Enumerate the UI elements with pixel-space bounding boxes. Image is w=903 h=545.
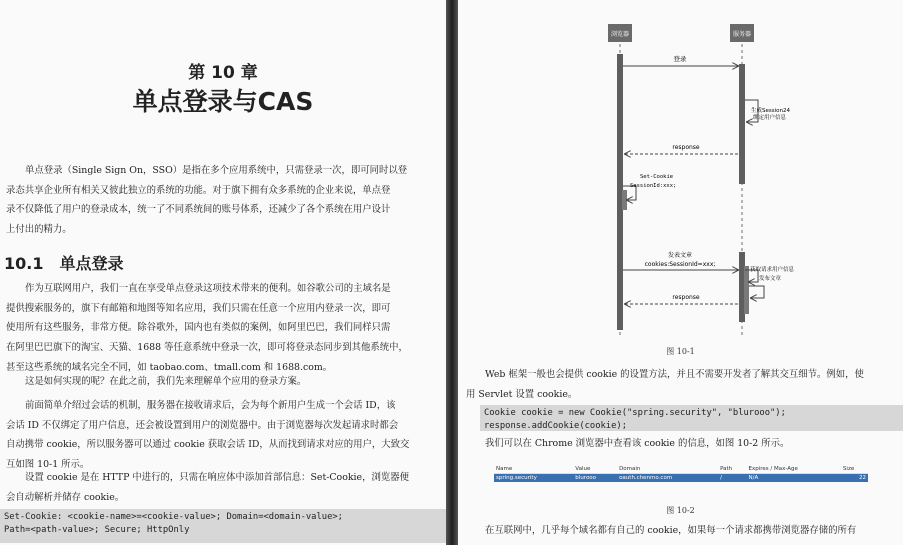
text-line: 在阿里巴巴旗下的淘宝、天猫、1688 等任意系统中登录一次，即可将登录态同步到其他系统中， [6, 342, 408, 354]
table-cell: 22 [841, 474, 868, 483]
paragraph-1 [6, 279, 436, 378]
text-line: 使用所有这些服务，非常方便。除谷歌外，国内也有类似的案例，如阿里巴巴，我们同样只需 [6, 322, 391, 334]
server-sub-activation [744, 266, 749, 314]
code-block-servlet [480, 405, 903, 431]
table-header-row [494, 465, 868, 474]
text-line: 录不仅降低了用户的登录成本，统一了不同系统间的账号体系，还减少了各个系统在用户设计 [6, 204, 391, 216]
chapter-label: 第 10 章 [188, 63, 258, 83]
response-label-1: response [672, 144, 700, 151]
text-line: 会话 ID 不仅绑定了用户信息，还会被设置到用户的浏览器中。由于浏览器每次发起请求时都会 [6, 419, 399, 431]
table-cell: oauth.chenmo.com [617, 474, 718, 483]
text-line: 互如图 10-1 所示。 [6, 459, 90, 471]
table-header: Size [841, 465, 868, 474]
post-article-label-1: 发表文章 [667, 252, 693, 259]
text-line: 甚至这些系统的域名完全不同，如 taobao.com、tmall.com 和 1688.com。 [6, 361, 333, 373]
text-line: 提供搜索服务的，旗下有邮箱和地图等知名应用，我们只需在任意一个应用内登录一次，即可 [6, 302, 391, 314]
chapter-title: 单点登录与CAS [132, 87, 314, 116]
text-line: 会自动解析并储存 cookie。 [6, 491, 125, 503]
paragraph-2 [6, 372, 436, 392]
server-activation-1 [739, 64, 745, 184]
publish-label: 发布文章 [759, 276, 782, 282]
right-paragraph-1 [466, 365, 896, 404]
text-line: 单点登录（Single Sign On，SSO）是指在多个应用系统中，只需登录一次，即可同时以登 [25, 165, 408, 176]
text-line: 作为互联网用户，我们一直在享受单点登录这项技术带来的便利。如谷歌公司的主域名是 [25, 283, 391, 294]
get-user-label: 获取请求用户信息 [750, 267, 795, 273]
table-cell: N/A [747, 474, 841, 483]
right-paragraph-2 [466, 434, 896, 454]
gen-session-label-2: 绑定用户信息 [753, 115, 787, 121]
text-line: 设置 cookie 是在 HTTP 中进行的，只需在响应体中添加首部信息：Set-Cookie，浏览器便 [25, 472, 409, 483]
table-cell: / [718, 474, 746, 483]
book-gutter [446, 0, 458, 545]
table-cell: blurooo [573, 474, 617, 483]
text-line: 自动携带 cookie，所以服务器可以通过 cookie 获取会话 ID，从而找到请求对应的用户，大致交 [6, 439, 410, 451]
text-line: 上付出的精力。 [6, 224, 72, 236]
publish-arrow [749, 286, 764, 298]
table-header: Expires / Max-Age [747, 465, 841, 474]
set-cookie-label-2: SessionId:xxx; [630, 183, 677, 189]
response-label-2: response [672, 294, 700, 301]
login-label: 登录 [673, 55, 687, 63]
code-line: Cookie cookie = new Cookie("spring.security", "blurooo"); [484, 408, 786, 418]
table-header: Name [494, 465, 573, 474]
table-header: Value [573, 465, 617, 474]
paragraph-3 [6, 396, 436, 475]
server-label: 服务器 [732, 31, 752, 38]
text-line: 我们可以在 Chrome 浏览器中查看该 cookie 的信息，如图 10-2 所示。 [485, 438, 790, 449]
code-line: response.addCookie(cookie); [484, 421, 627, 431]
text-line: Web 框架一般也会提供 cookie 的设置方法，并且不需要开发者了解其交互细节。例如，使 [485, 369, 864, 380]
browser-sub-activation [622, 190, 627, 210]
browser-label: 浏览器 [610, 31, 630, 38]
gen-session-label-1: 生成Session24 [751, 108, 790, 114]
intro-paragraph [6, 161, 436, 240]
figure-caption-10-1: 图 10-1 [666, 347, 695, 356]
text-line: 录态共享企业所有相关又彼此独立的系统的功能。对于旗下拥有众多系统的企业来说，单点登 [6, 184, 391, 196]
post-article-label-2: cookies:SessionId=xxx; [644, 261, 716, 268]
figure-caption-10-2: 图 10-2 [666, 506, 695, 515]
code-line: Set-Cookie: <cookie-name>=<cookie-value>; Domain=<domain-value>; [4, 512, 343, 522]
section-heading: 10.1 单点登录 [4, 254, 124, 273]
code-line: Path=<path-value>; Secure; HttpOnly [4, 525, 190, 535]
text-line: 这是如何实现的呢？在此之前，我们先来理解单个应用的登录方案。 [25, 376, 307, 387]
table-header: Domain [617, 465, 718, 474]
table-cell: spring.security [494, 474, 573, 483]
right-page [458, 0, 903, 545]
paragraph-4 [6, 468, 436, 507]
set-cookie-label-1: Set-Cookie [640, 174, 674, 180]
code-block-set-cookie [0, 509, 446, 543]
text-line: 用 Servlet 设置 cookie。 [466, 388, 578, 400]
right-paragraph-3 [466, 521, 896, 541]
text-line: 在互联网中，几乎每个域名都有自己的 cookie，如果每一个请求都携带浏览器存储的所有 [485, 525, 857, 536]
table-header: Path [718, 465, 746, 474]
cookie-table [494, 465, 868, 482]
left-page [0, 0, 446, 545]
table-row [494, 474, 868, 483]
sequence-diagram [458, 0, 903, 345]
text-line: 前面简单介绍过会话的机制，服务器在接收请求后，会为每个新用户生成一个会话 ID，该 [25, 400, 396, 411]
